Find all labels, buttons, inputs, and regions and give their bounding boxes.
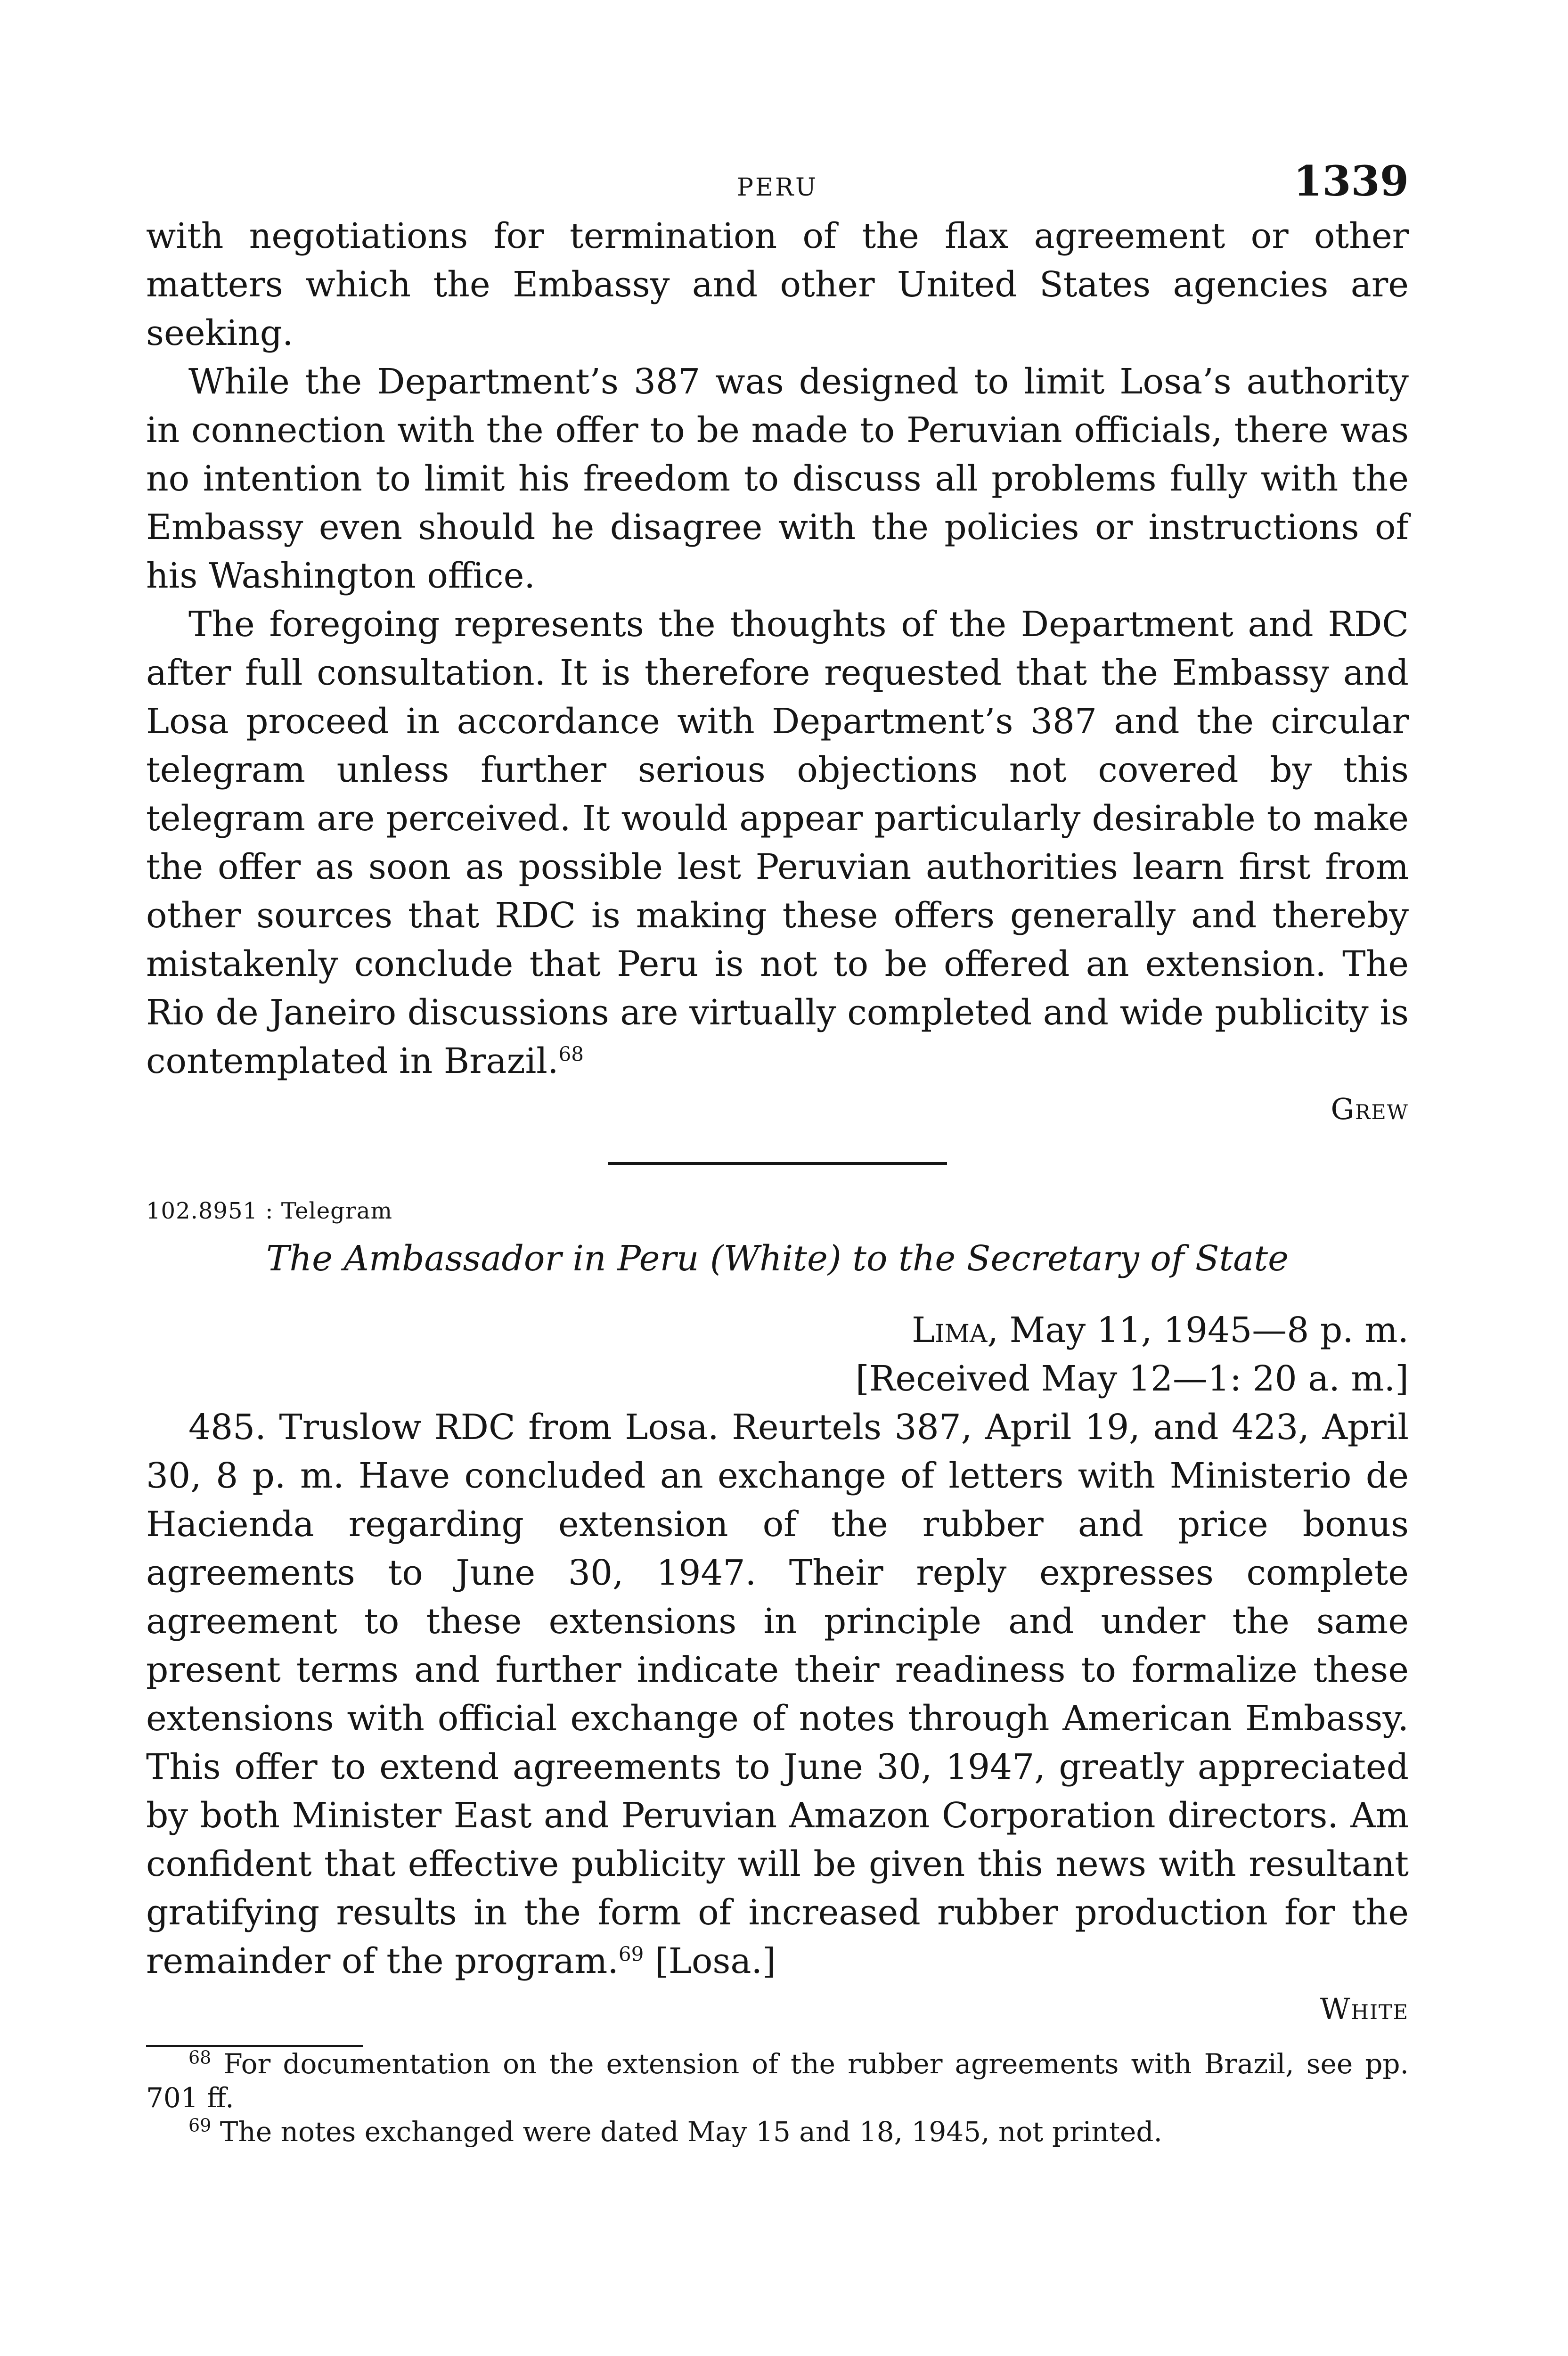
footnote-ref-69: 69 bbox=[618, 1942, 644, 1966]
telegram-paragraph-text: 485. Truslow RDC from Losa. Reurtels 387, April 19, and 423, April 30, 8 p. m. Have concluded an exchange of letters with Ministerio de Hacienda regarding extension of the rubber and price bonus agreements to June 30, 1947. Their reply expresses complete agreement to these extensions in principle and under the same present terms and further indicate their readiness to formalize these extensions with official exchange of notes through American Embassy. This offer to extend agreements to June 30, 1947, greatly appreciated by both Minister East and Peruvian Amazon Corporation directors. Am confident that effective publicity will be given this news with resultant gratifying results in the form of increased rubber production for the remainder of the program. bbox=[146, 1407, 1409, 1981]
page-header bbox=[146, 156, 1409, 212]
document-page bbox=[146, 156, 1409, 2356]
signature-white: White bbox=[1320, 1992, 1409, 2026]
signature-grew: Grew bbox=[1331, 1092, 1409, 1126]
footnote-69-text: The notes exchanged were dated May 15 and 18, 1945, not printed. bbox=[220, 2116, 1162, 2148]
body-paragraph-2-text: While the Department’s 387 was designed to limit Losa’s authority in connection with the offer to be made to Peruvian officials, there was no intention to limit his freedom to discuss all problems fully with the Embassy even should he disagree with the policies or instructions of his Washington office. bbox=[146, 361, 1409, 596]
footnote-68 bbox=[146, 2047, 1409, 2115]
footnote-69 bbox=[146, 2115, 1409, 2149]
file-reference: 102.8951 : Telegram bbox=[146, 1198, 392, 1224]
page-number: 1339 bbox=[1293, 156, 1409, 205]
body-paragraph-2 bbox=[146, 358, 1409, 600]
dateline-place: Lima, bbox=[911, 1310, 998, 1350]
running-head: PERU bbox=[737, 173, 818, 202]
dateline bbox=[146, 1306, 1409, 1355]
section-divider bbox=[608, 1162, 947, 1165]
telegram-paragraph-tail: [Losa.] bbox=[654, 1941, 776, 1981]
footnote-69-mark: 69 bbox=[188, 2115, 212, 2136]
body-paragraph-1 bbox=[146, 212, 1409, 358]
body-paragraph-3 bbox=[146, 600, 1409, 1086]
footnote-68-text: For documentation on the extension of the rubber agreements with Brazil, see pp. 701 ff. bbox=[146, 2048, 1409, 2114]
document-title: The Ambassador in Peru (White) to the Secretary of State bbox=[266, 1238, 1289, 1279]
footnote-68-mark: 68 bbox=[188, 2047, 212, 2068]
telegram-paragraph bbox=[146, 1403, 1409, 1986]
body-paragraph-1-text: with negotiations for termination of the flax agreement or other matters which the Embassy and other United States agencies are seeking. bbox=[146, 216, 1409, 353]
dateline-date: May 11, 1945—8 p. m. bbox=[1009, 1310, 1409, 1350]
body-paragraph-3-text: The foregoing represents the thoughts of the Department and RDC after full consultation. It is therefore requested that the Embassy and Losa proceed in accordance with Department’s 387 and the circular telegram unless further serious objections not covered by this telegram are perceived. It would appear particularly desirable to make the offer as soon as possible lest Peruvian authorities learn first from other sources that RDC is making these offers generally and thereby mistakenly conclude that Peru is not to be offered an extension. The Rio de Janeiro discussions are virtually completed and wide publicity is contemplated in Brazil. bbox=[146, 604, 1409, 1081]
received-line: [Received May 12—1: 20 a. m.] bbox=[855, 1358, 1409, 1399]
footnote-ref-68: 68 bbox=[558, 1042, 584, 1066]
